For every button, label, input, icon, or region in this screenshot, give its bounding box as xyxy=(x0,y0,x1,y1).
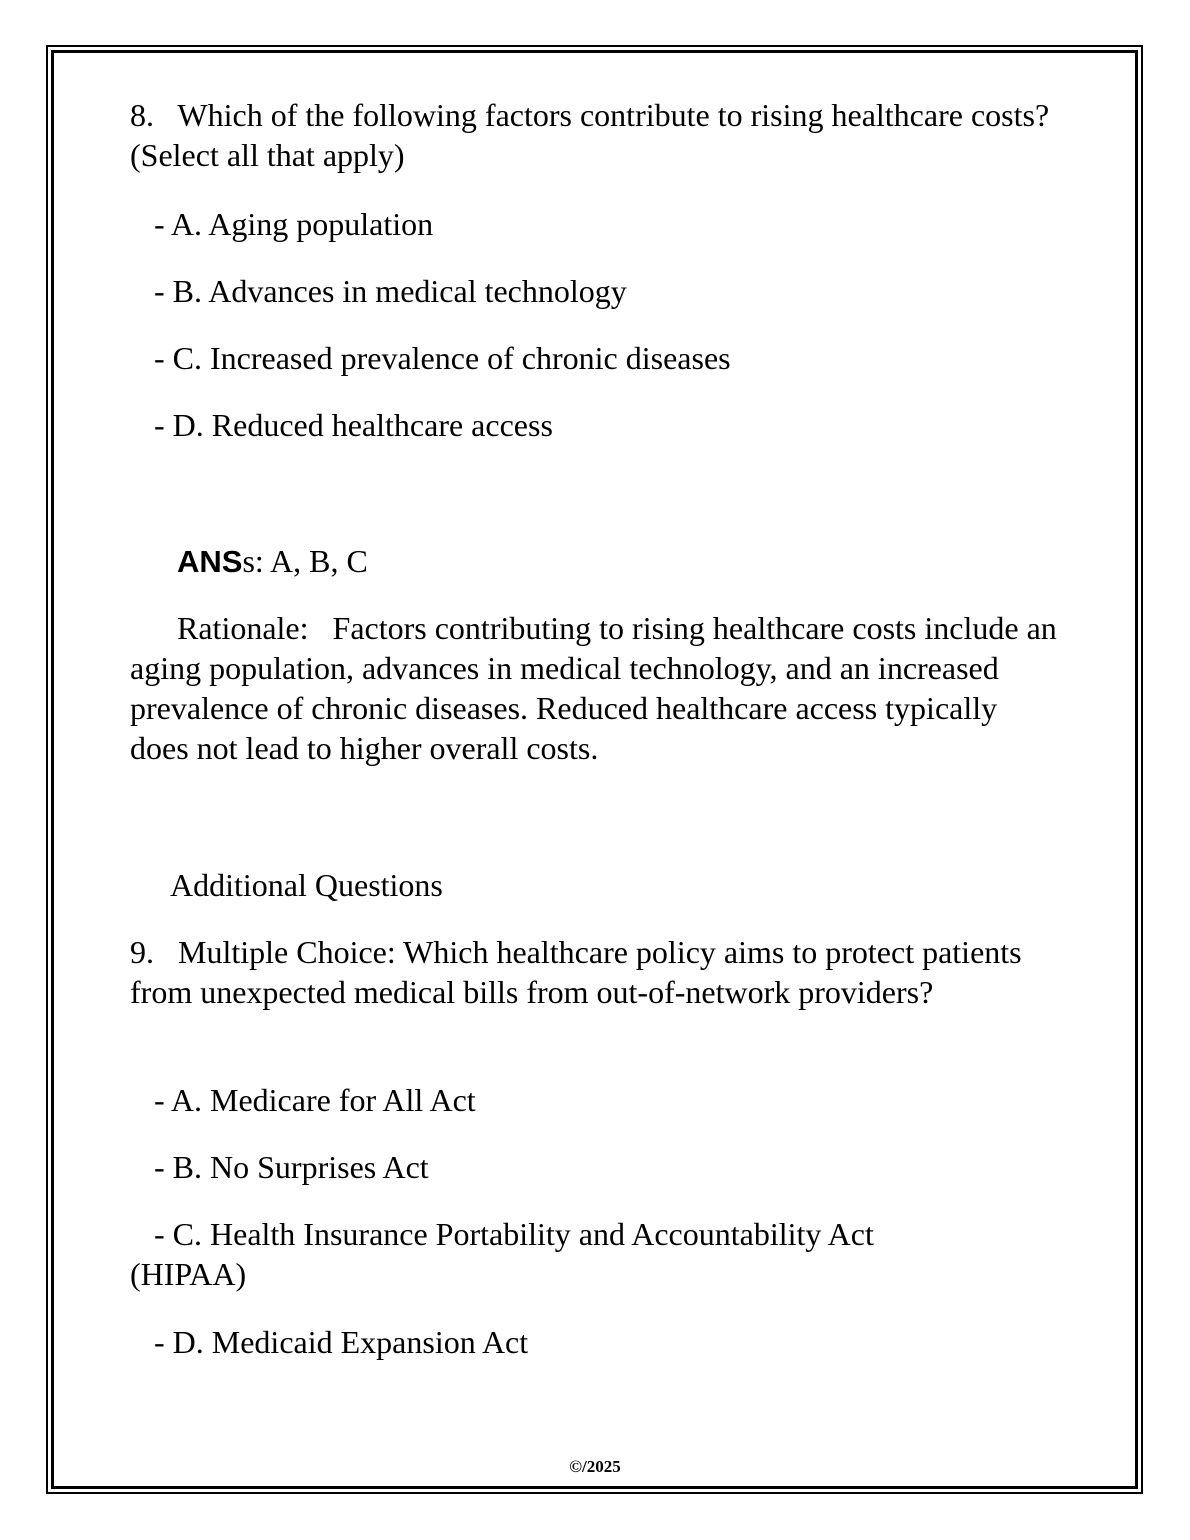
q8-answer xyxy=(177,541,1107,582)
q9-option-b: - B. No Surprises Act xyxy=(130,1149,429,1185)
footer-copyright: ©/2025 xyxy=(569,1457,621,1476)
answer-label: ANS xyxy=(177,544,243,579)
q8-option-d: - D. Reduced healthcare access xyxy=(130,407,553,443)
q8-option-a: - A. Aging population xyxy=(130,206,434,242)
section-heading: Additional Questions xyxy=(170,867,443,903)
rationale-text: Factors contributing to rising healthcare costs include an aging population, advances in medical technology, and an increased prevalence of chronic diseases. Reduced healthcare access typically does not lead to higher overall costs. xyxy=(130,610,1065,766)
q8-rationale xyxy=(130,608,1065,768)
question-8 xyxy=(130,95,1060,175)
question-9-text: Multiple Choice: Which healthcare policy aims to protect patients from unexpected medical bills from out-of-network providers? xyxy=(130,934,1030,1010)
q9-option-c xyxy=(130,1214,970,1294)
q9-option-d: - D. Medicaid Expansion Act xyxy=(130,1324,529,1360)
answer-value: s: A, B, C xyxy=(242,543,368,579)
question-8-text: Which of the following factors contribute to rising healthcare costs? (Select all that apply) xyxy=(130,97,1058,173)
question-8-number: 8. xyxy=(130,97,154,133)
q9-option-c-text: - C. Health Insurance Portability and Accountability Act (HIPAA) xyxy=(130,1216,882,1292)
q8-option-c: - C. Increased prevalence of chronic diseases xyxy=(130,340,731,376)
question-9 xyxy=(130,932,1030,1012)
question-9-number: 9. xyxy=(130,934,154,970)
q9-option-a: - A. Medicare for All Act xyxy=(130,1082,476,1118)
q8-option-b: - B. Advances in medical technology xyxy=(130,273,627,309)
rationale-label: Rationale: xyxy=(177,610,309,646)
